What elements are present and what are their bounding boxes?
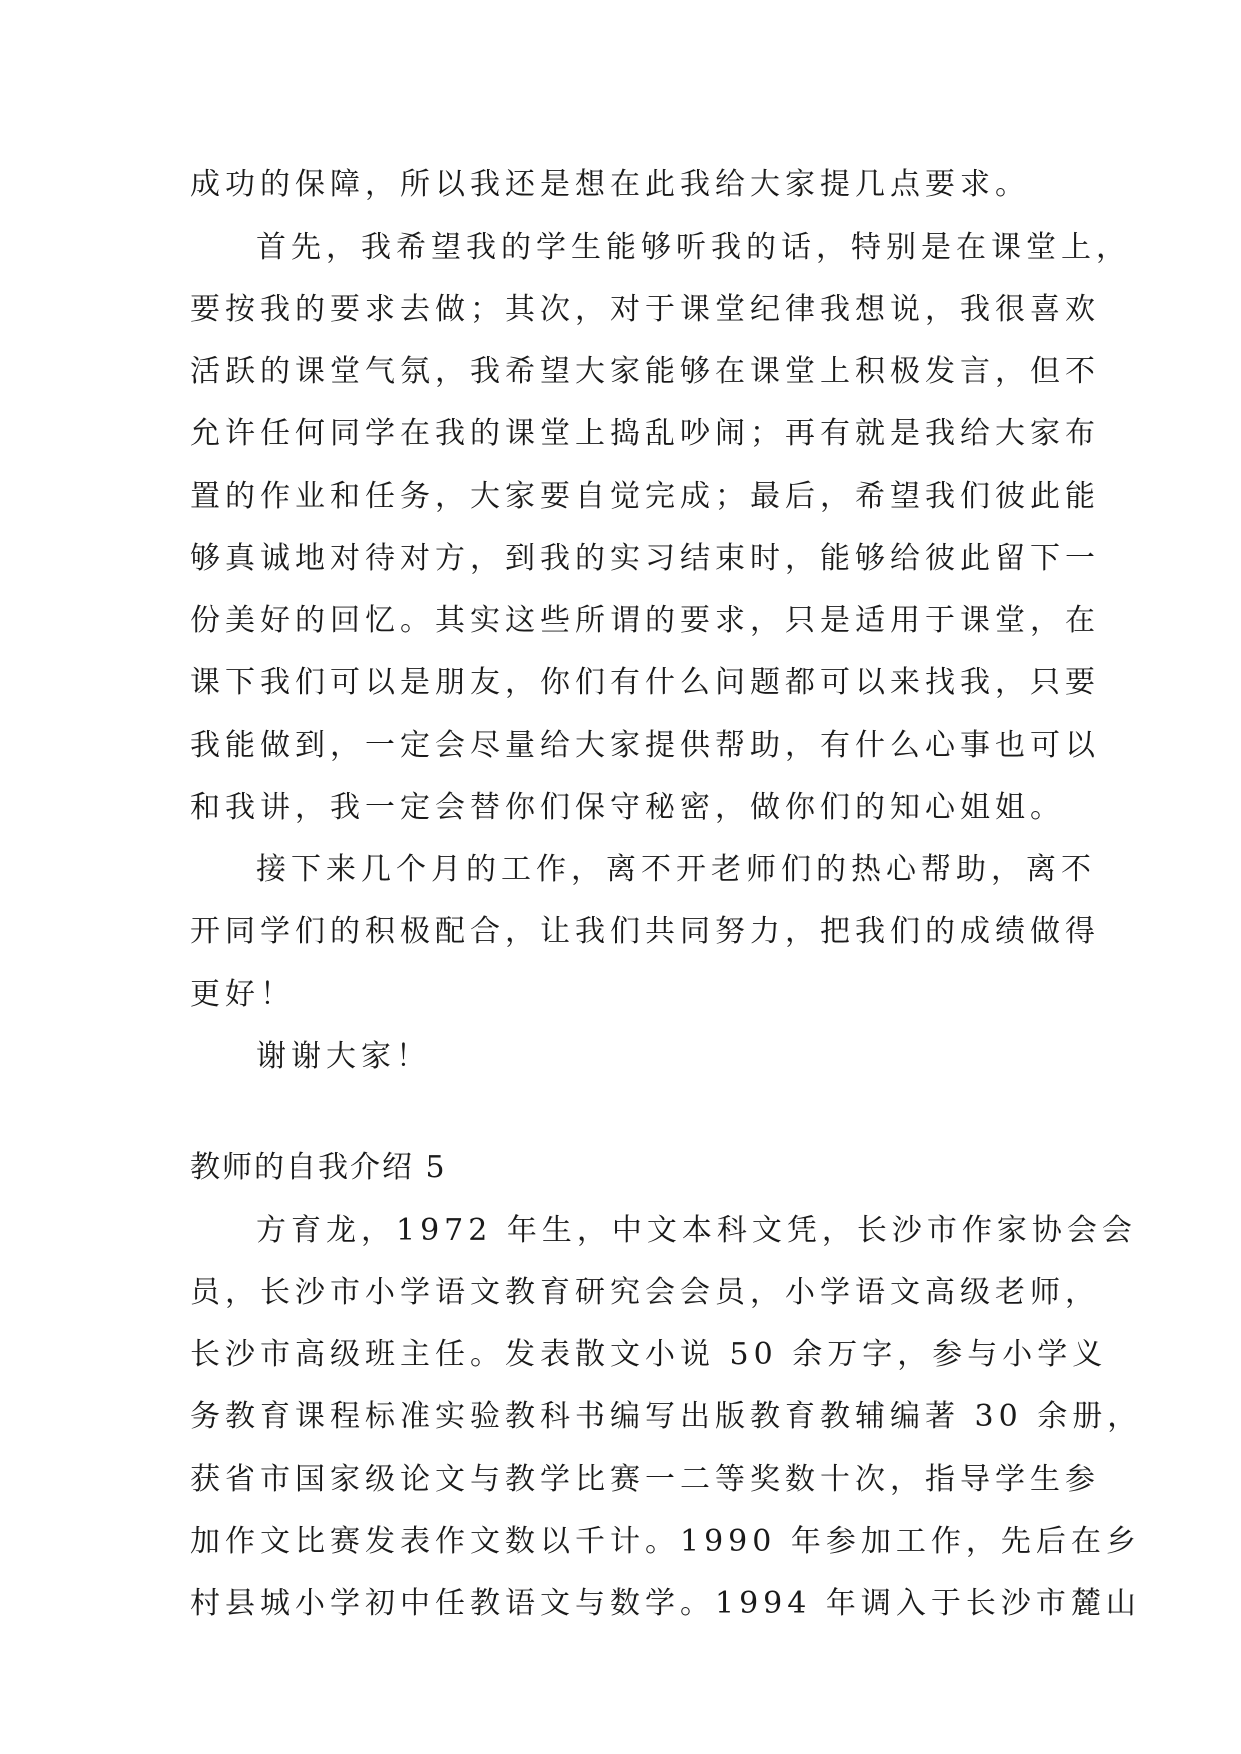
paragraph-line: 接下来几个月的工作，离不开老师们的热心帮助，离不 (256, 852, 1096, 887)
paragraph-line: 够真诚地对待对方，到我的实习结束时，能够给彼此留下一 (190, 541, 1100, 576)
paragraph-line: 置的作业和任务，大家要自觉完成；最后，希望我们彼此能 (190, 479, 1100, 514)
paragraph-line: 份美好的回忆。其实这些所谓的要求，只是适用于课堂，在 (190, 603, 1100, 638)
paragraph-line: 允许任何同学在我的课堂上捣乱吵闹；再有就是我给大家布 (190, 416, 1100, 451)
paragraph-line: 更好！ (190, 977, 295, 1012)
paragraph-line: 首先，我希望我的学生能够听我的话，特别是在课堂上， (256, 230, 1131, 265)
paragraph-line: 村县城小学初中任教语文与数学。1994 年调入于长沙市麓山 (190, 1586, 1141, 1621)
paragraph-line: 要按我的要求去做；其次，对于课堂纪律我想说，我很喜欢 (190, 292, 1100, 327)
paragraph-line: 谢谢大家！ (256, 1039, 431, 1074)
paragraph-line: 获省市国家级论文与教学比赛一二等奖数十次，指导学生参 (190, 1462, 1100, 1497)
paragraph-line: 员，长沙市小学语文教育研究会会员，小学语文高级老师， (190, 1275, 1100, 1310)
paragraph-line: 和我讲，我一定会替你们保守秘密，做你们的知心姐姐。 (190, 790, 1065, 825)
paragraph-line: 成功的保障，所以我还是想在此我给大家提几点要求。 (190, 167, 1030, 202)
paragraph-line: 我能做到，一定会尽量给大家提供帮助，有什么心事也可以 (190, 728, 1100, 763)
section-heading: 教师的自我介绍 5 (190, 1150, 447, 1185)
paragraph-line: 开同学们的积极配合，让我们共同努力，把我们的成绩做得 (190, 914, 1100, 949)
paragraph-line: 长沙市高级班主任。发表散文小说 50 余万字，参与小学义 (190, 1337, 1108, 1372)
paragraph-line: 加作文比赛发表作文数以千计。1990 年参加工作，先后在乡 (190, 1524, 1141, 1559)
paragraph-line: 活跃的课堂气氛，我希望大家能够在课堂上积极发言，但不 (190, 354, 1100, 389)
paragraph-line: 务教育课程标准实验教科书编写出版教育教辅编著 30 余册， (190, 1399, 1143, 1434)
paragraph-line: 方育龙，1972 年生，中文本科文凭，长沙市作家协会会 (256, 1213, 1137, 1248)
paragraph-line: 课下我们可以是朋友，你们有什么问题都可以来找我，只要 (190, 665, 1100, 700)
